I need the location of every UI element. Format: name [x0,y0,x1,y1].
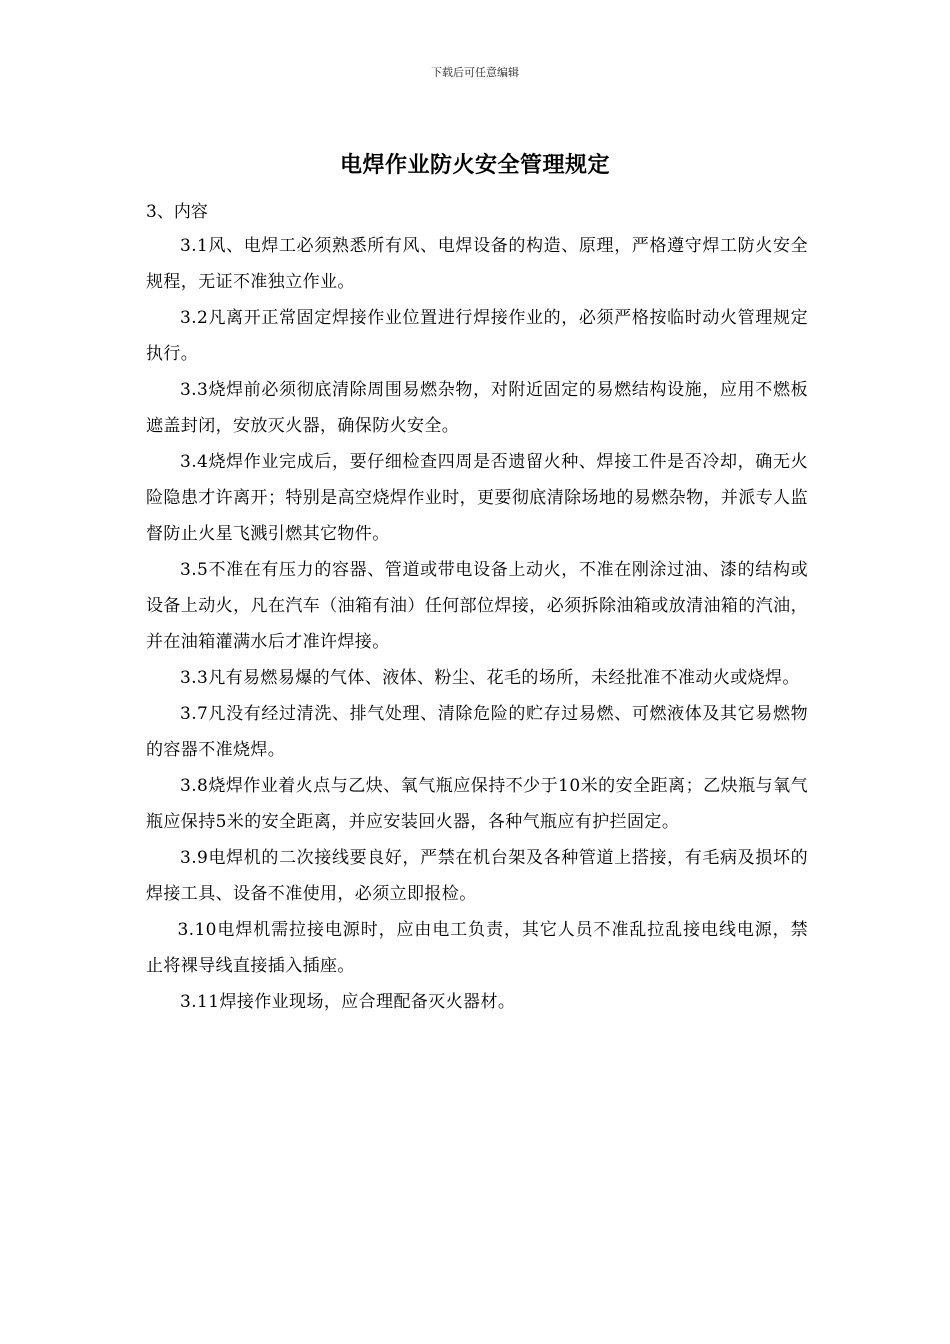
paragraph-3-5: 3.5不准在有压力的容器、管道或带电设备上动火，不准在刚涂过油、漆的结构或设备上动火，凡在汽车（油箱有油）任何部位焊接，必须拆除油箱或放清油箱的汽油，并在油箱灌满水后才准许焊接。 [146,560,808,652]
paragraph-3-1: 3.1风、电焊工必须熟悉所有风、电焊设备的构造、原理，严格遵守焊工防火安全规程，无证不准独立作业。 [146,236,808,292]
paragraph-3-7: 3.7凡没有经过清洗、排气处理、清除危险的贮存过易燃、可燃液体及其它易燃物的容器不准烧焊。 [146,704,808,760]
paragraph-3-10: 3.10电焊机需拉接电源时，应由电工负责，其它人员不准乱拉乱接电线电源，禁止将裸导线直接插入插座。 [146,920,808,976]
paragraph-3-9: 3.9电焊机的二次接线要良好，严禁在机台架及各种管道上搭接，有毛病及损坏的焊接工具、设备不准使用，必须立即报检。 [146,848,808,904]
document-body [146,228,808,1020]
header-note: 下载后可任意编辑 [431,66,519,79]
paragraph-3-8: 3.8烧焊作业着火点与乙炔、氧气瓶应保持不少于10米的安全距离；乙炔瓶与氧气瓶应保持5米的安全距离，并应安装回火器，各种气瓶应有护拦固定。 [146,776,808,832]
paragraph-3-2: 3.2凡离开正常固定焊接作业位置进行焊接作业的，必须严格按临时动火管理规定执行。 [146,308,808,364]
paragraph-3-4: 3.4烧焊作业完成后，要仔细检查四周是否遗留火种、焊接工件是否冷却，确无火险隐患才许离开；特别是高空烧焊作业时，更要彻底清除场地的易燃杂物，并派专人监督防止火星飞溅引燃其它物件。 [146,452,808,544]
section-heading: 3、内容 [146,202,208,222]
paragraph-3-6: 3.3凡有易燃易爆的气体、液体、粉尘、花毛的场所，未经批准不准动火或烧焊。 [180,668,800,688]
paragraph-3-11: 3.11焊接作业现场，应合理配备灭火器材。 [180,992,516,1012]
document-title: 电焊作业防火安全管理规定 [339,153,610,178]
paragraph-3-3: 3.3烧焊前必须彻底清除周围易燃杂物，对附近固定的易燃结构设施，应用不燃板遮盖封闭，安放灭火器，确保防火安全。 [146,380,808,436]
